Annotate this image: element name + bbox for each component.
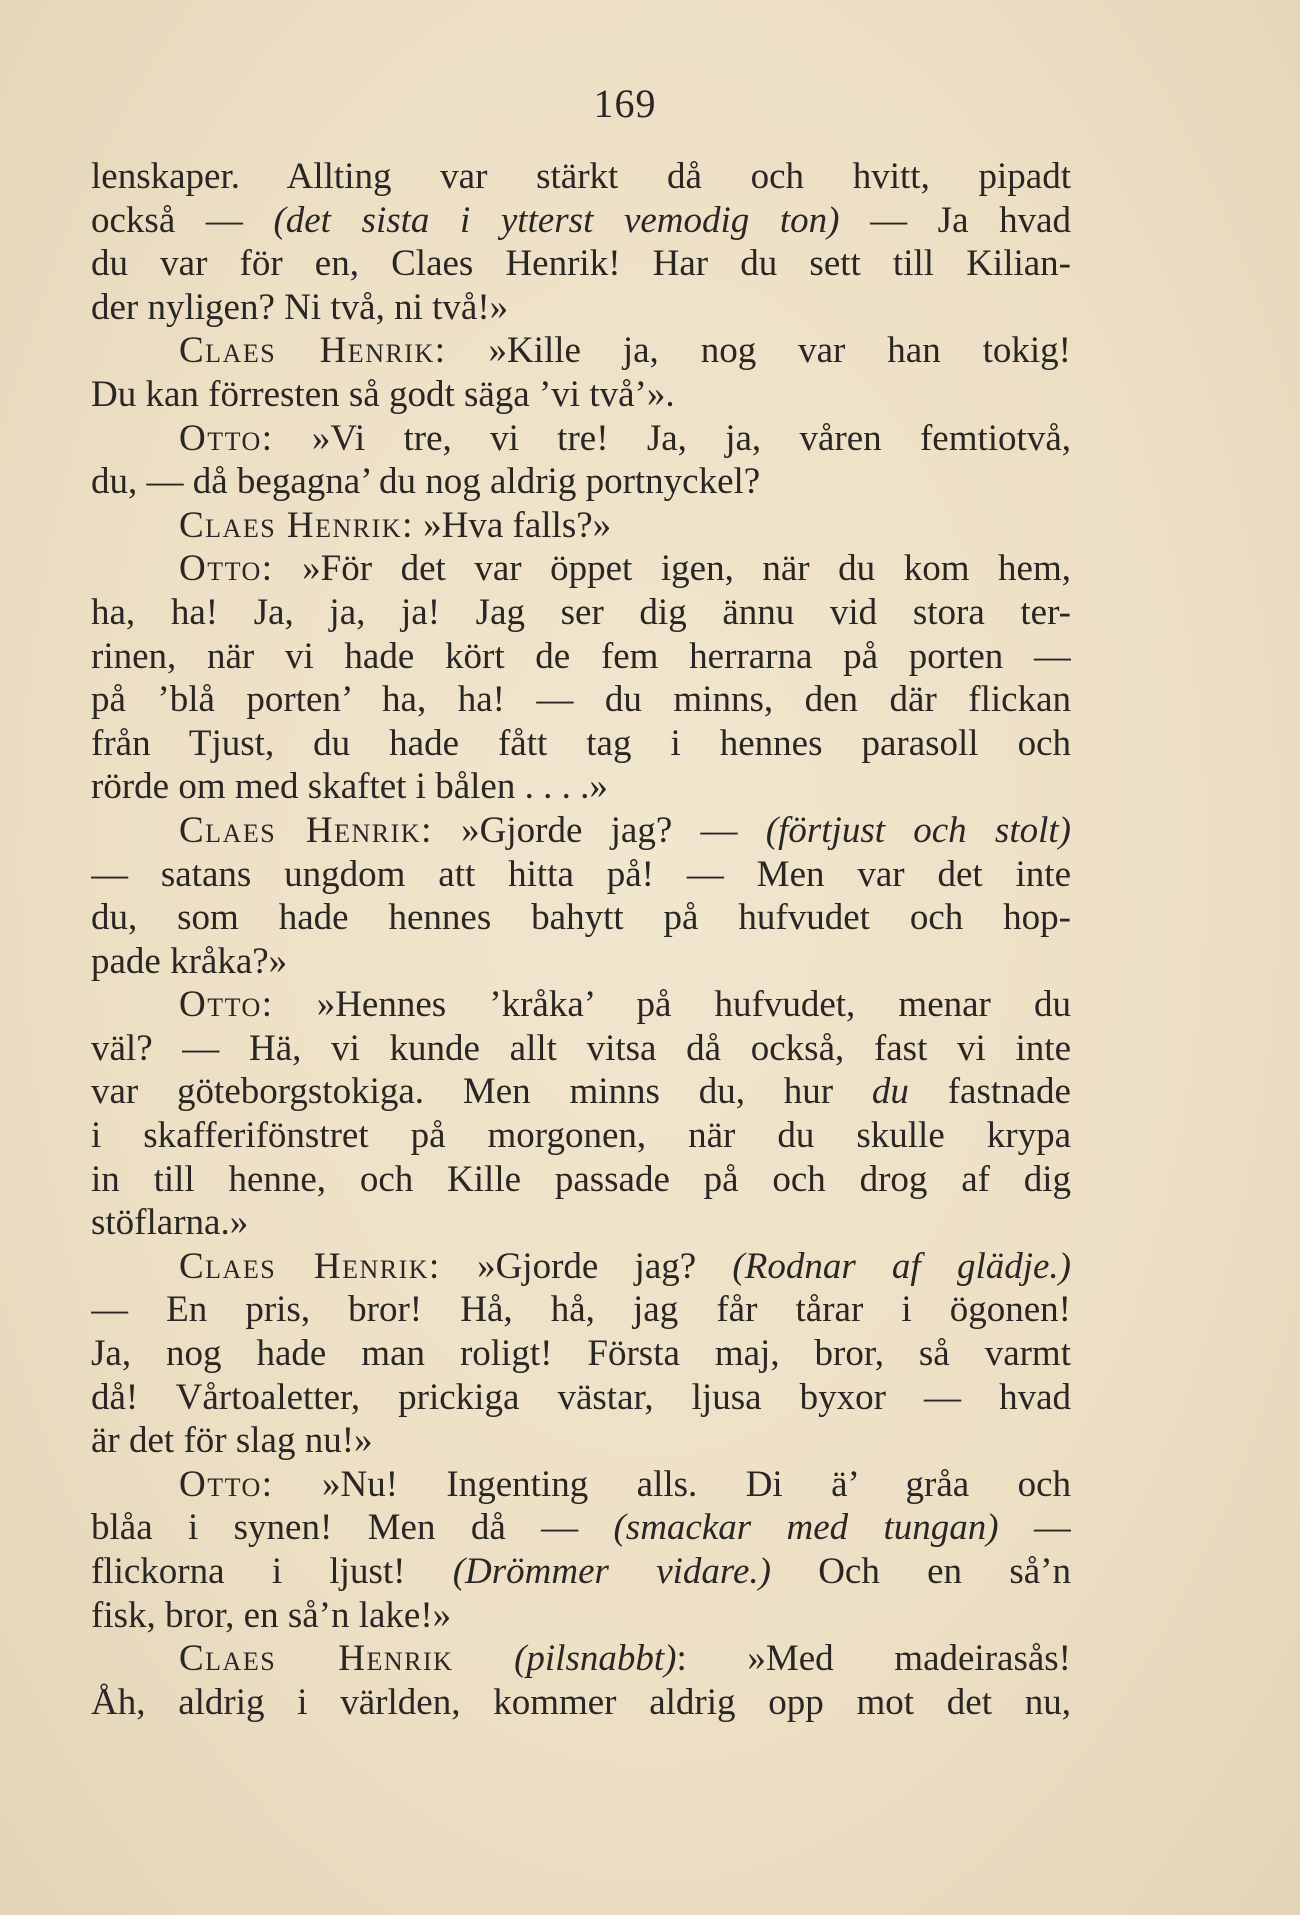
line-text: du, — då begagna’ du nog aldrig portnyckel? xyxy=(91,461,761,503)
line-text: du var för en, Claes Henrik! Har du sett till Kilian- xyxy=(91,243,1071,285)
stage-direction: (Rodnar af glädje.) xyxy=(732,1245,1071,1287)
text-line xyxy=(91,1245,1071,1289)
line-text: från Tjust, du hade fått tag i hennes parasoll och xyxy=(91,722,1071,764)
text-line xyxy=(91,765,1071,809)
line-text: då! Vårtoaletter, prickiga västar, ljusa byxor — hvad xyxy=(91,1376,1071,1418)
text-line xyxy=(91,199,1071,243)
line-text: : »Med madeirasås! xyxy=(676,1638,1071,1680)
text-line xyxy=(91,1594,1071,1638)
line-text: der nyligen? Ni två, ni två!» xyxy=(91,286,509,328)
line-text: väl? — Hä, vi kunde allt vitsa då också, fast vi inte xyxy=(91,1027,1071,1069)
speaker-name: Claes Henrik: xyxy=(179,330,447,372)
stage-direction: (smackar med tungan) xyxy=(613,1507,999,1549)
text-line xyxy=(91,155,1071,199)
text-line xyxy=(91,242,1071,286)
speaker-name: Claes Henrik: xyxy=(179,1245,441,1287)
line-text: »Nu! Ingenting alls. Di ä’ gråa och xyxy=(273,1463,1071,1505)
text-line xyxy=(91,1550,1071,1594)
text-body xyxy=(91,155,1071,1724)
text-line xyxy=(91,329,1071,373)
line-text: rörde om med skaftet i bålen . . . .» xyxy=(91,766,608,808)
line-text: var göteborgstokiga. Men minns du, hur xyxy=(91,1071,872,1113)
text-line xyxy=(91,1637,1071,1681)
page-number: 169 xyxy=(593,81,657,126)
stage-direction: (förtjust och stolt) xyxy=(765,809,1071,851)
line-text: stöflarna.» xyxy=(91,1202,249,1244)
text-line xyxy=(91,591,1071,635)
text-line xyxy=(91,1070,1071,1114)
text-line xyxy=(91,504,1071,548)
speaker-name: Otto: xyxy=(179,984,274,1026)
text-line xyxy=(91,1027,1071,1071)
line-text: »Hennes ’kråka’ på hufvudet, menar du xyxy=(273,984,1071,1026)
speaker-name: Claes Henrik: xyxy=(179,504,414,546)
line-text xyxy=(453,1638,514,1679)
speaker-name: Otto: xyxy=(179,417,274,459)
text-line xyxy=(91,286,1071,330)
text-line xyxy=(91,1332,1071,1376)
line-text: »Vi tre, vi tre! Ja, ja, våren femtiotvå, xyxy=(273,417,1071,459)
line-text: Du kan förresten så godt säga ’vi två’». xyxy=(91,373,675,415)
text-line xyxy=(91,983,1071,1027)
text-line xyxy=(91,1376,1071,1420)
line-text: — xyxy=(998,1507,1071,1549)
line-text: »Kille ja, nog var han tokig! xyxy=(446,330,1071,372)
line-text: — Ja hvad xyxy=(839,199,1071,241)
stage-direction: (det sista i ytterst vemodig ton) xyxy=(273,199,840,241)
line-text: blåa i synen! Men då — xyxy=(91,1507,614,1549)
text-line xyxy=(91,940,1071,984)
text-line xyxy=(91,678,1071,722)
line-text: »Hva falls?» xyxy=(413,504,612,546)
text-line xyxy=(91,635,1071,679)
text-line xyxy=(91,809,1071,853)
text-line xyxy=(91,853,1071,897)
line-text: pade kråka?» xyxy=(91,940,288,982)
text-line xyxy=(91,1419,1071,1463)
line-text: — En pris, bror! Hå, hå, jag får tårar i ögonen! xyxy=(91,1289,1071,1331)
speaker-name: Claes Henrik: xyxy=(179,809,433,851)
line-text: in till henne, och Kille passade på och drog af dig xyxy=(91,1158,1071,1200)
text-line xyxy=(91,1506,1071,1550)
line-text: Ja, nog hade man roligt! Första maj, bror, så varmt xyxy=(91,1333,1071,1375)
line-text: ha, ha! Ja, ja, ja! Jag ser dig ännu vid stora ter- xyxy=(91,591,1071,633)
stage-direction: du xyxy=(871,1071,909,1113)
line-text: fisk, bror, en så’n lake!» xyxy=(91,1594,452,1636)
line-text: fastnade xyxy=(908,1071,1071,1113)
speaker-name: Claes Henrik xyxy=(179,1638,454,1680)
text-line xyxy=(91,1201,1071,1245)
line-text: »Gjorde jag? — xyxy=(432,809,766,851)
line-text: Och en så’n xyxy=(770,1551,1071,1592)
line-text: är det för slag nu!» xyxy=(91,1420,373,1462)
line-text: på ’blå porten’ ha, ha! — du minns, den där flickan xyxy=(91,679,1071,721)
line-text: lenskaper. Allting var stärkt då och hvitt, pipadt xyxy=(91,156,1071,197)
line-text: Åh, aldrig i världen, kommer aldrig opp mot det nu, xyxy=(91,1681,1071,1723)
line-text: också — xyxy=(91,199,274,241)
text-line xyxy=(91,417,1071,461)
text-line xyxy=(91,547,1071,591)
stage-direction: (pilsnabbt) xyxy=(514,1638,677,1680)
text-line xyxy=(91,1114,1071,1158)
stage-direction: (Drömmer vidare.) xyxy=(452,1551,771,1592)
text-line xyxy=(91,722,1071,766)
text-line xyxy=(91,373,1071,417)
line-text: »För det var öppet igen, när du kom hem, xyxy=(273,548,1071,590)
speaker-name: Otto: xyxy=(179,548,274,590)
line-text: — satans ungdom att hitta på! — Men var det inte xyxy=(91,853,1071,895)
text-line xyxy=(91,896,1071,940)
text-line xyxy=(91,1158,1071,1202)
speaker-name: Otto: xyxy=(179,1463,274,1505)
text-line xyxy=(91,1463,1071,1507)
text-line xyxy=(91,460,1071,504)
text-line xyxy=(91,1681,1071,1725)
line-text: flickorna i ljust! xyxy=(91,1551,453,1592)
line-text: »Gjorde jag? xyxy=(440,1245,733,1287)
line-text: i skafferifönstret på morgonen, när du skulle krypa xyxy=(91,1115,1071,1157)
text-line xyxy=(91,1288,1071,1332)
line-text: du, som hade hennes bahytt på hufvudet och hop- xyxy=(91,897,1071,939)
line-text: rinen, när vi hade kört de fem herrarna på porten — xyxy=(91,635,1071,677)
